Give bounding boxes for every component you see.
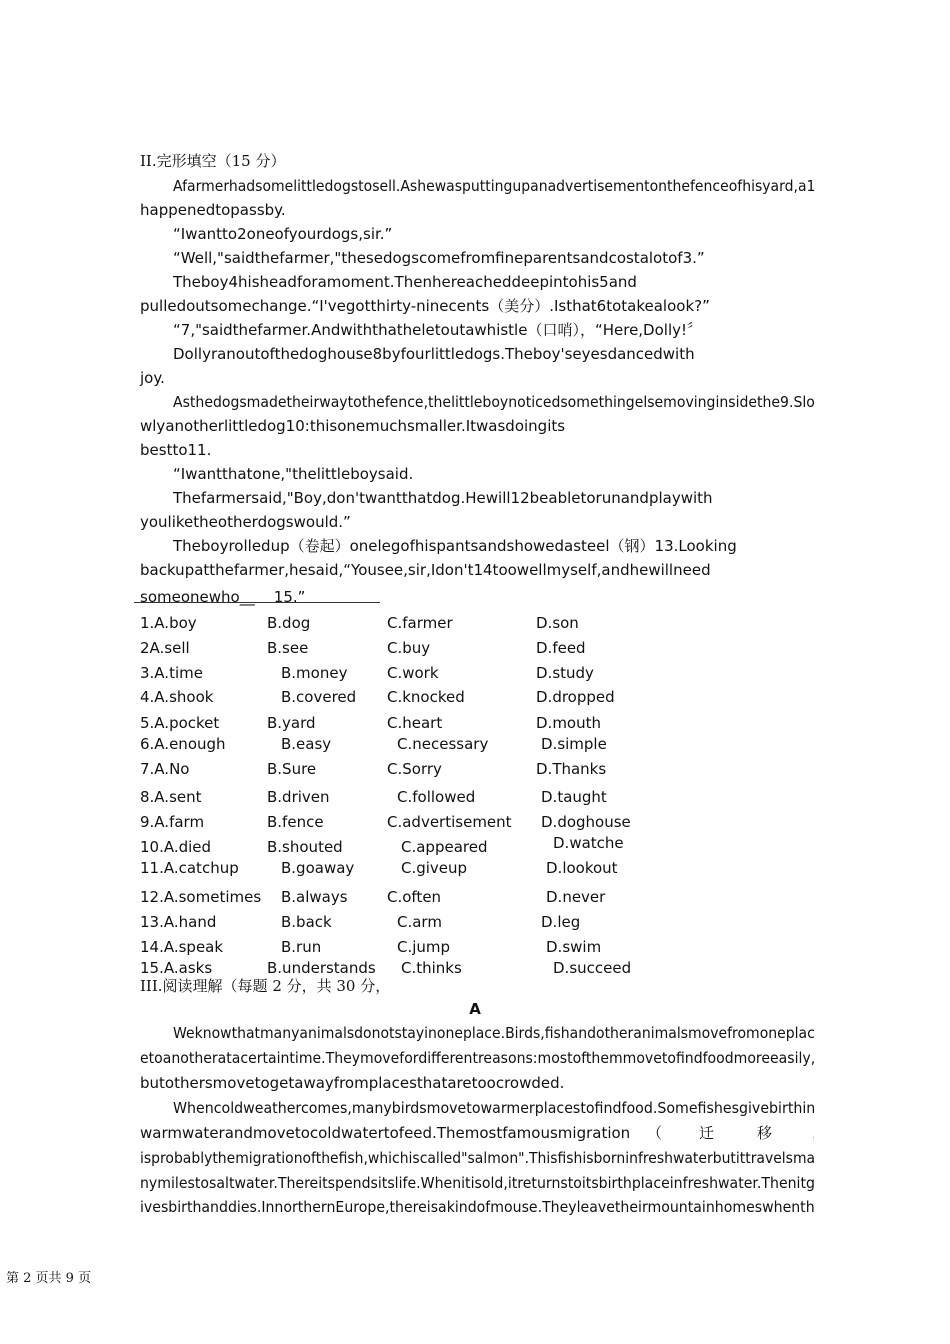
reading-line: warmwaterandmovetocoldwatertofeed.Themostfamousmigration (140, 1124, 631, 1142)
option-12b: B.always (281, 888, 348, 906)
option-13c: C.arm (397, 913, 442, 931)
reading-paren: （ (647, 1124, 663, 1142)
option-5a: 5.A.pocket (140, 714, 220, 732)
option-11d: D.lookout (546, 859, 618, 877)
reading-comma: ， (813, 1124, 816, 1142)
option-15b: B.understands (267, 959, 376, 977)
option-9b: B.fence (267, 813, 324, 831)
option-3b: B.money (281, 664, 348, 682)
divider (134, 602, 380, 603)
passage-line: “Well,"saidthefarmer,"thesedogscomefromfineparentsandcostalotof3.” (173, 249, 705, 267)
option-6d: D.simple (541, 735, 607, 753)
option-11a: 11.A.catchup (140, 859, 239, 877)
option-10d: D.watche (553, 834, 624, 852)
passage-line: someonewho__ 15.” (140, 588, 306, 606)
reading-char: 迁 (699, 1124, 715, 1142)
option-6a: 6.A.enough (140, 735, 226, 753)
passage-line: “Iwantthatone,"thelittleboysaid. (173, 465, 414, 483)
option-13a: 13.A.hand (140, 913, 217, 931)
option-8a: 8.A.sent (140, 788, 202, 806)
option-12d: D.never (546, 888, 606, 906)
option-3c: C.work (387, 664, 439, 682)
option-9a: 9.A.farm (140, 813, 205, 831)
option-9d: D.doghouse (541, 813, 631, 831)
cloze-heading: II.完形填空（15 分） (140, 152, 286, 170)
option-14a: 14.A.speak (140, 938, 224, 956)
option-13b: B.back (281, 913, 332, 931)
passage-line: Dollyranoutofthedoghouse8byfourlittledogs.Theboy'seyesdancedwith (173, 345, 695, 363)
reading-heading: III.阅读理解（每题 2 分，共 30 分， (140, 977, 391, 995)
option-5d: D.mouth (536, 714, 602, 732)
option-3d: D.study (536, 664, 594, 682)
option-7b: B.Sure (267, 760, 317, 778)
option-11b: B.goaway (281, 859, 355, 877)
option-12a: 12.A.sometimes (140, 888, 262, 906)
option-10c: C.appeared (401, 838, 488, 856)
reading-line: butothersmovetogetawayfromplacesthataretoocrowded. (140, 1074, 565, 1092)
option-1c: C.farmer (387, 614, 453, 632)
passage-line: pulledoutsomechange.“I'vegotthirty-ninecents（美分）.Isthat6totakealook?” (140, 297, 710, 315)
option-7a: 7.A.No (140, 760, 190, 778)
option-9c: C.advertisement (387, 813, 512, 831)
option-2b: B.see (267, 639, 309, 657)
option-1a: 1.A.boy (140, 614, 197, 632)
option-13d: D.leg (541, 913, 581, 931)
option-2d: D.feed (536, 639, 586, 657)
option-14d: D.swim (546, 938, 602, 956)
option-11c: C.giveup (401, 859, 468, 877)
passage-line: “Iwantto2oneofyourdogs,sir.” (173, 225, 393, 243)
option-5c: C.heart (387, 714, 443, 732)
option-2a: 2A.sell (140, 639, 190, 657)
option-7d: D.Thanks (536, 760, 607, 778)
option-14c: C.jump (397, 938, 451, 956)
passage-line: youliketheotherdogswould.” (140, 513, 351, 531)
passage-line: joy. (140, 369, 165, 387)
option-1b: B.dog (267, 614, 311, 632)
option-5b: B.yard (267, 714, 316, 732)
passage-line: Theboyrolledup（卷起）onelegofhispantsandshowedasteel（钢）13.Looking (173, 537, 737, 555)
option-10a: 10.A.died (140, 838, 212, 856)
reading-line: isprobablythemigrationofthefish,whichiscalled"salmon".Thisfishisborninfreshwaterbutittravelsma (140, 1149, 816, 1167)
reading-line: Whencoldweathercomes,manybirdsmovetowarmerplacestofindfood.Somefishesgivebirthin (173, 1099, 816, 1117)
option-2c: C.buy (387, 639, 431, 657)
option-15c: C.thinks (401, 959, 462, 977)
option-4b: B.covered (281, 688, 357, 706)
reading-char: 移 (757, 1124, 773, 1142)
option-8b: B.driven (267, 788, 330, 806)
option-6b: B.easy (281, 735, 332, 753)
reading-line: nymilestosaltwater.Thereitspendsitslife.Whenitisold,itreturnstoitsbirthplaceinfreshwater.Thenitg (140, 1174, 815, 1192)
option-4c: C.knocked (387, 688, 465, 706)
passage-line: backupatthefarmer,hesaid,“Yousee,sir,Idon't14toowellmyself,andhewillneed (140, 561, 711, 579)
option-14b: B.run (281, 938, 322, 956)
passage-line: Thefarmersaid,"Boy,don'twantthatdog.Hewill12beabletorunandplaywith (173, 489, 713, 507)
option-10b: B.shouted (267, 838, 343, 856)
section-label: A (469, 1000, 481, 1018)
option-3a: 3.A.time (140, 664, 203, 682)
reading-line: etoanotheratacertaintime.Theymovefordifferentreasons:mostofthemmovetofindfoodmoreeasily, (140, 1049, 816, 1067)
option-1d: D.son (536, 614, 579, 632)
passage-line: Afarmerhadsomelittledogstosell.Ashewasputtingupanadvertisementonthefenceofhisyard,a1 (173, 177, 816, 195)
passage-line: happenedtopassby. (140, 201, 286, 219)
passage-line: Theboy4hisheadforamoment.Thenhereacheddeepintohis5and (173, 273, 637, 291)
reading-line: Weknowthatmanyanimalsdonotstayinoneplace.Birds,fishandotheranimalsmovefromoneplac (173, 1024, 815, 1042)
option-4d: D.dropped (536, 688, 615, 706)
passage-line: Asthedogsmadetheirwaytothefence,thelittleboynoticedsomethingelsemovinginsidethe9.Slo (173, 393, 815, 411)
option-15a: 15.A.asks (140, 959, 213, 977)
reading-line: ivesbirthanddies.InnorthernEurope,thereisakindofmouse.Theyleavetheirmountainhomeswhenth (140, 1198, 815, 1216)
option-4a: 4.A.shook (140, 688, 214, 706)
option-8c: C.followed (397, 788, 476, 806)
passage-line: wlyanotherlittledog10:thisonemuchsmaller.Itwasdoingits (140, 417, 566, 435)
option-7c: C.Sorry (387, 760, 442, 778)
option-6c: C.necessary (397, 735, 489, 753)
passage-line: “7,"saidthefarmer.Andwiththatheletoutawhistle（口哨），“Here,Dolly!〞 (173, 321, 703, 339)
page-number: 第 2 页共 9 页 (6, 1271, 92, 1286)
option-12c: C.often (387, 888, 442, 906)
option-15d: D.succeed (553, 959, 632, 977)
passage-line: bestto11. (140, 441, 212, 459)
option-8d: D.taught (541, 788, 607, 806)
